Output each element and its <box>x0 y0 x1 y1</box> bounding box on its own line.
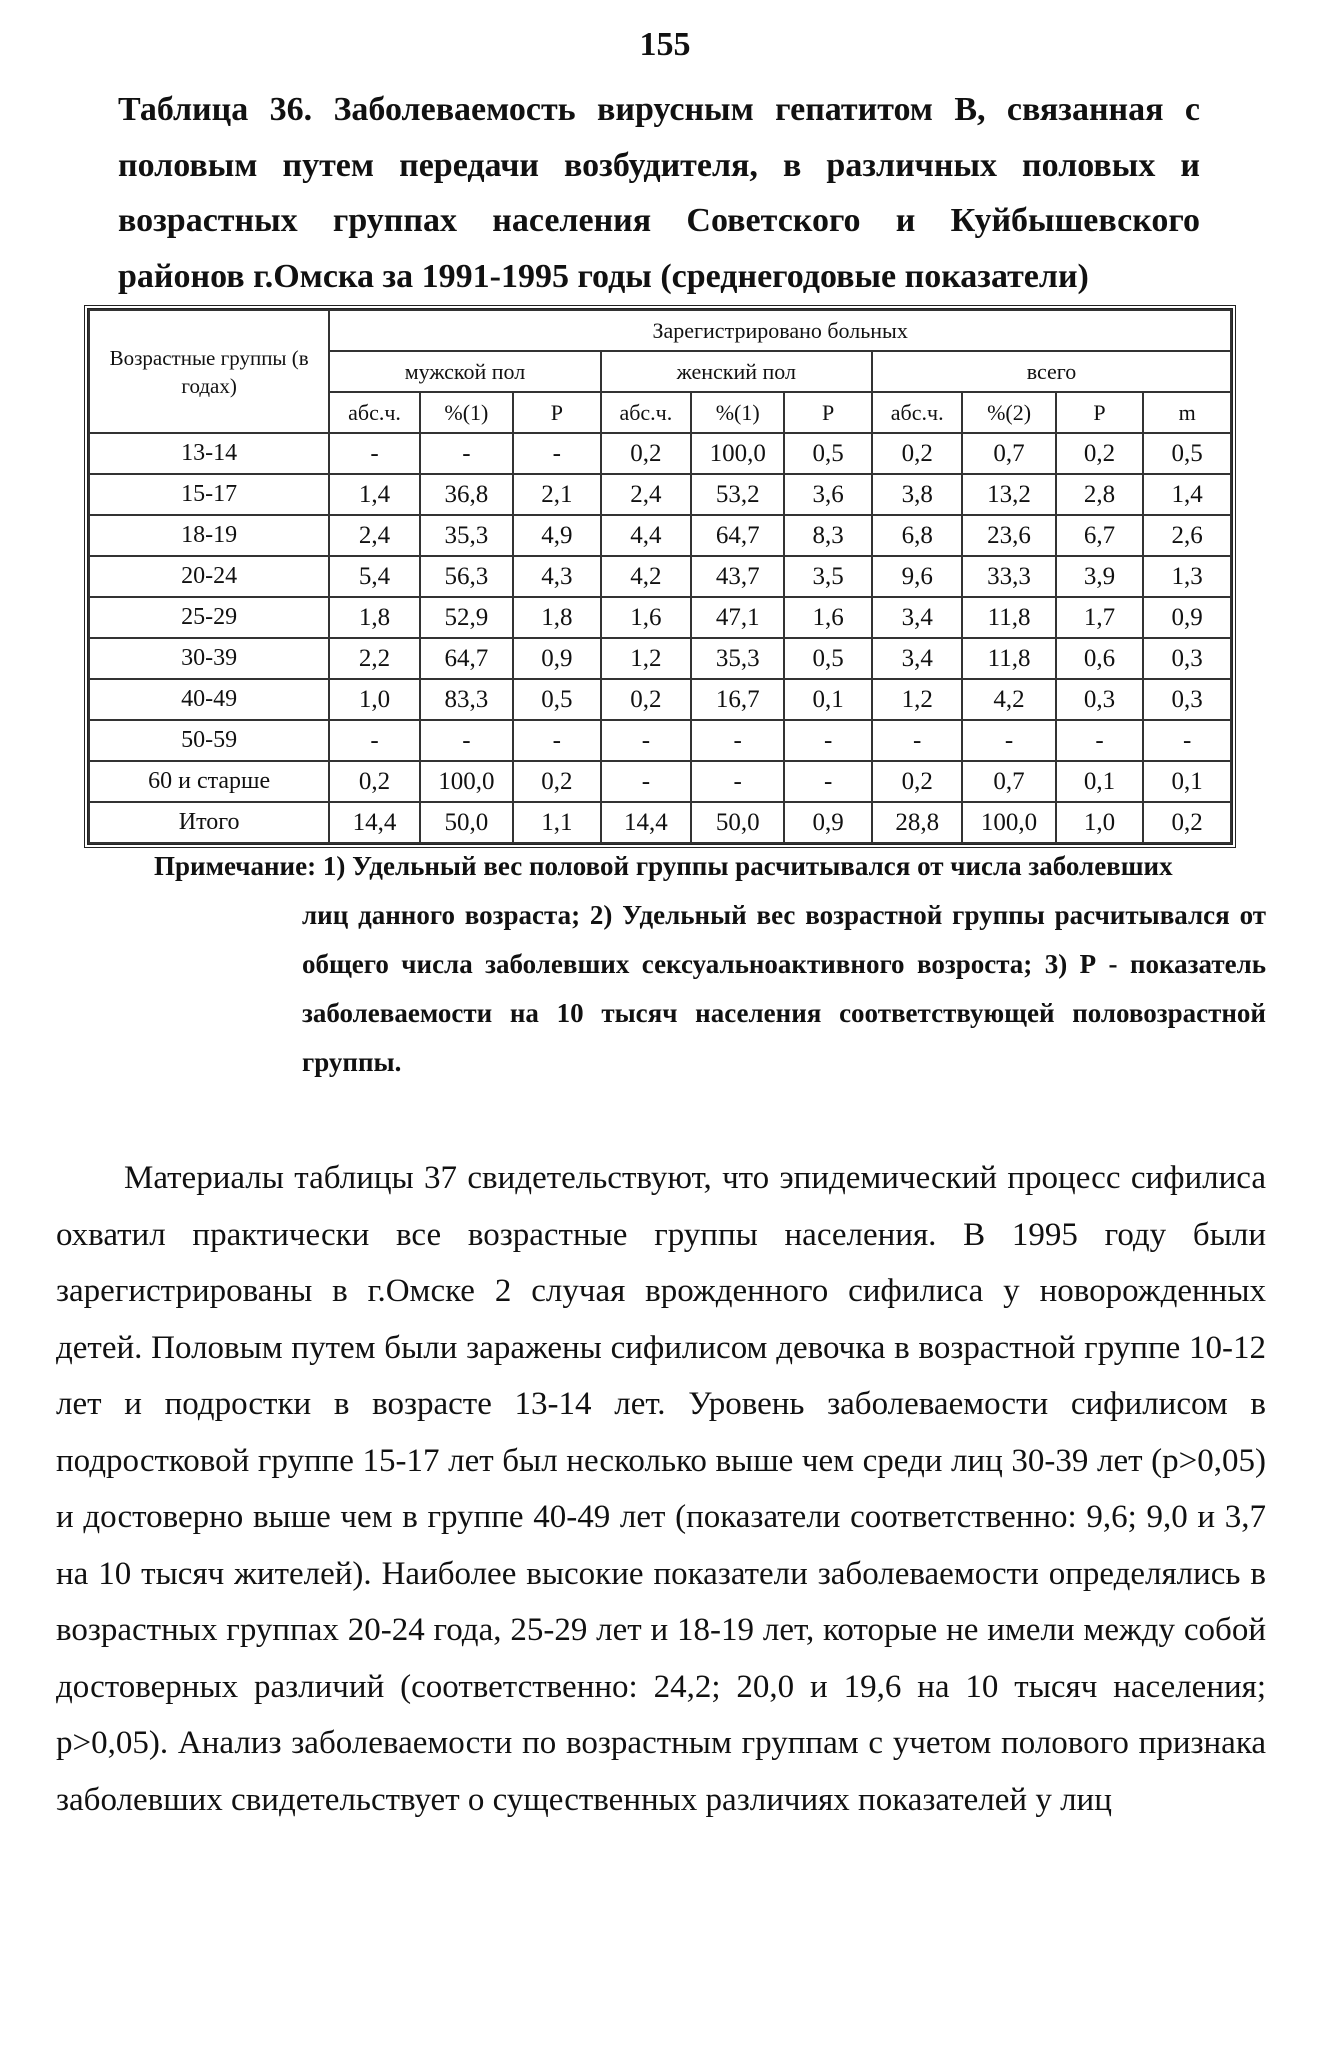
value-cell: 2,8 <box>1056 474 1144 515</box>
value-cell: 100,0 <box>962 802 1055 843</box>
table-row <box>89 474 1231 515</box>
age-cell: 18-19 <box>89 515 329 556</box>
value-cell: 1,8 <box>329 597 419 638</box>
value-cell: 8,3 <box>784 515 872 556</box>
age-cell: 20-24 <box>89 556 329 597</box>
column-header: абс.ч. <box>601 392 691 433</box>
value-cell: 0,5 <box>784 433 872 474</box>
value-cell: 2,4 <box>601 474 691 515</box>
value-cell: 64,7 <box>420 638 513 679</box>
page-number: 155 <box>639 26 691 63</box>
value-cell: 36,8 <box>420 474 513 515</box>
value-cell: - <box>1143 720 1231 761</box>
value-cell: 35,3 <box>691 638 784 679</box>
age-group-header: Возрастные группы (в годах) <box>89 310 329 433</box>
age-cell: Итого <box>89 802 329 843</box>
value-cell: 3,9 <box>1056 556 1144 597</box>
value-cell: 1,3 <box>1143 556 1231 597</box>
column-header: %(1) <box>691 392 784 433</box>
value-cell: - <box>872 720 962 761</box>
value-cell: 1,6 <box>601 597 691 638</box>
value-cell: 1,2 <box>601 638 691 679</box>
value-cell: 11,8 <box>962 638 1055 679</box>
value-cell: 4,9 <box>513 515 601 556</box>
value-cell: 0,1 <box>1056 761 1144 802</box>
value-cell: 100,0 <box>420 761 513 802</box>
value-cell: 14,4 <box>601 802 691 843</box>
female-header: женский пол <box>601 351 872 392</box>
column-header: Р <box>1056 392 1144 433</box>
value-cell: 4,2 <box>962 679 1055 720</box>
value-cell: 50,0 <box>691 802 784 843</box>
value-cell: 3,8 <box>872 474 962 515</box>
value-cell: 0,3 <box>1143 638 1231 679</box>
age-cell: 30-39 <box>89 638 329 679</box>
value-cell: 5,4 <box>329 556 419 597</box>
column-header: m <box>1143 392 1231 433</box>
total-header: всего <box>872 351 1231 392</box>
value-cell: 83,3 <box>420 679 513 720</box>
value-cell: 1,4 <box>329 474 419 515</box>
note-first-line: Примечание: 1) Удельный вес половой группы расчитывался от числа заболевших <box>154 851 1173 881</box>
value-cell: - <box>420 720 513 761</box>
value-cell: 100,0 <box>691 433 784 474</box>
value-cell: 0,2 <box>329 761 419 802</box>
value-cell: 2,1 <box>513 474 601 515</box>
value-cell: 33,3 <box>962 556 1055 597</box>
value-cell: 3,4 <box>872 638 962 679</box>
value-cell: 0,9 <box>1143 597 1231 638</box>
value-cell: 0,6 <box>1056 638 1144 679</box>
value-cell: 0,7 <box>962 433 1055 474</box>
value-cell: 28,8 <box>872 802 962 843</box>
table-row <box>89 761 1231 802</box>
value-cell: - <box>420 433 513 474</box>
age-cell: 40-49 <box>89 679 329 720</box>
table-note <box>154 842 1266 1087</box>
value-cell: - <box>513 720 601 761</box>
value-cell: - <box>784 720 872 761</box>
body-paragraph: Материалы таблицы 37 свидетельствуют, что эпидемический процесс сифилиса охватил практически все возрастные группы населения. В 1995 году были зарегистрированы в г.Омске 2 случая врожденного сифилиса у новорожденных детей. Половым путем были заражены сифилисом девочка в возрастной группе 10-12 лет и подростки в возрасте 13-14 лет. Уровень заболеваемости сифилисом в подростковой группе 15-17 лет был несколько выше чем среди лиц 30-39 лет (р>0,05) и достоверно выше чем в группе 40-49 лет (показатели соответственно: 9,6; 9,0 и 3,7 на 10 тысяч жителей). Наиболее высокие показатели заболеваемости определялись в возрастных группах 20-24 года, 25-29 лет и 18-19 лет, которые не имели между собой достоверных различий (соответственно: 24,2; 20,0 и 19,6 на 10 тысяч населения; р>0,05). Анализ заболеваемости по возрастным группам с учетом полового признака заболевших свидетельствует о существенных различиях показателей у лиц <box>56 1160 1266 1818</box>
value-cell: 1,6 <box>784 597 872 638</box>
value-cell: 1,0 <box>329 679 419 720</box>
table-row <box>89 720 1231 761</box>
value-cell: - <box>329 720 419 761</box>
value-cell: 52,9 <box>420 597 513 638</box>
value-cell: 0,2 <box>1143 802 1231 843</box>
value-cell: 0,5 <box>1143 433 1231 474</box>
value-cell: 1,8 <box>513 597 601 638</box>
value-cell: 13,2 <box>962 474 1055 515</box>
value-cell: - <box>962 720 1055 761</box>
value-cell: - <box>601 761 691 802</box>
age-cell: 50-59 <box>89 720 329 761</box>
value-cell: 0,2 <box>872 433 962 474</box>
value-cell: 6,8 <box>872 515 962 556</box>
value-cell: 35,3 <box>420 515 513 556</box>
value-cell: 0,2 <box>513 761 601 802</box>
table-row <box>89 597 1231 638</box>
table-row <box>89 556 1231 597</box>
value-cell: 4,2 <box>601 556 691 597</box>
age-cell: 15-17 <box>89 474 329 515</box>
table-row <box>89 679 1231 720</box>
value-cell: 3,5 <box>784 556 872 597</box>
value-cell: 11,8 <box>962 597 1055 638</box>
value-cell: 1,7 <box>1056 597 1144 638</box>
age-cell: 13-14 <box>89 433 329 474</box>
table-caption: Таблица 36. Заболеваемость вирусным гепатитом В, связанная с половым путем передачи возбудителя, в различных половых и возрастных группах населения Советского и Куйбышевского районов г.Омска за 1991-1995 годы (среднегодовые показатели) <box>118 91 1200 295</box>
value-cell: - <box>691 720 784 761</box>
value-cell: 0,2 <box>601 433 691 474</box>
column-header: Р <box>784 392 872 433</box>
value-cell: 53,2 <box>691 474 784 515</box>
value-cell: 43,7 <box>691 556 784 597</box>
value-cell: - <box>691 761 784 802</box>
value-cell: 3,6 <box>784 474 872 515</box>
table-frame <box>84 305 1236 848</box>
value-cell: - <box>1056 720 1144 761</box>
value-cell: 16,7 <box>691 679 784 720</box>
value-cell: - <box>513 433 601 474</box>
age-cell: 60 и старше <box>89 761 329 802</box>
table-row <box>89 638 1231 679</box>
value-cell: 0,2 <box>1056 433 1144 474</box>
table-body <box>89 433 1231 843</box>
value-cell: 50,0 <box>420 802 513 843</box>
note-continuation: лиц данного возраста; 2) Удельный вес возрастной группы расчитывался от общего числа заболевших сексуальноактивного возроста; 3) Р - показатель заболеваемости на 10 тысяч населения соответствующей половозрастной группы. <box>302 900 1266 1077</box>
value-cell: 2,2 <box>329 638 419 679</box>
value-cell: 23,6 <box>962 515 1055 556</box>
column-header: абс.ч. <box>872 392 962 433</box>
value-cell: 4,3 <box>513 556 601 597</box>
value-cell: 0,5 <box>513 679 601 720</box>
value-cell: 47,1 <box>691 597 784 638</box>
value-cell: 0,3 <box>1056 679 1144 720</box>
value-cell: 2,4 <box>329 515 419 556</box>
column-header: %(1) <box>420 392 513 433</box>
value-cell: 0,1 <box>784 679 872 720</box>
value-cell: 0,2 <box>872 761 962 802</box>
value-cell: 14,4 <box>329 802 419 843</box>
value-cell: 1,1 <box>513 802 601 843</box>
value-cell: 9,6 <box>872 556 962 597</box>
value-cell: 0,9 <box>513 638 601 679</box>
value-cell: - <box>784 761 872 802</box>
value-cell: 4,4 <box>601 515 691 556</box>
value-cell: 64,7 <box>691 515 784 556</box>
value-cell: 1,4 <box>1143 474 1231 515</box>
table-row <box>89 515 1231 556</box>
value-cell: 6,7 <box>1056 515 1144 556</box>
column-header: Р <box>513 392 601 433</box>
value-cell: 1,2 <box>872 679 962 720</box>
value-cell: 0,3 <box>1143 679 1231 720</box>
value-cell: 0,5 <box>784 638 872 679</box>
table-row <box>89 802 1231 843</box>
value-cell: 0,2 <box>601 679 691 720</box>
value-cell: 1,0 <box>1056 802 1144 843</box>
value-cell: - <box>329 433 419 474</box>
column-header: абс.ч. <box>329 392 419 433</box>
value-cell: - <box>601 720 691 761</box>
value-cell: 56,3 <box>420 556 513 597</box>
male-header: мужской пол <box>329 351 600 392</box>
column-header: %(2) <box>962 392 1055 433</box>
registered-header: Зарегистрировано больных <box>329 310 1231 351</box>
age-cell: 25-29 <box>89 597 329 638</box>
morbidity-table <box>88 309 1232 844</box>
value-cell: 0,1 <box>1143 761 1231 802</box>
value-cell: 2,6 <box>1143 515 1231 556</box>
value-cell: 0,9 <box>784 802 872 843</box>
value-cell: 3,4 <box>872 597 962 638</box>
value-cell: 0,7 <box>962 761 1055 802</box>
table-row <box>89 433 1231 474</box>
